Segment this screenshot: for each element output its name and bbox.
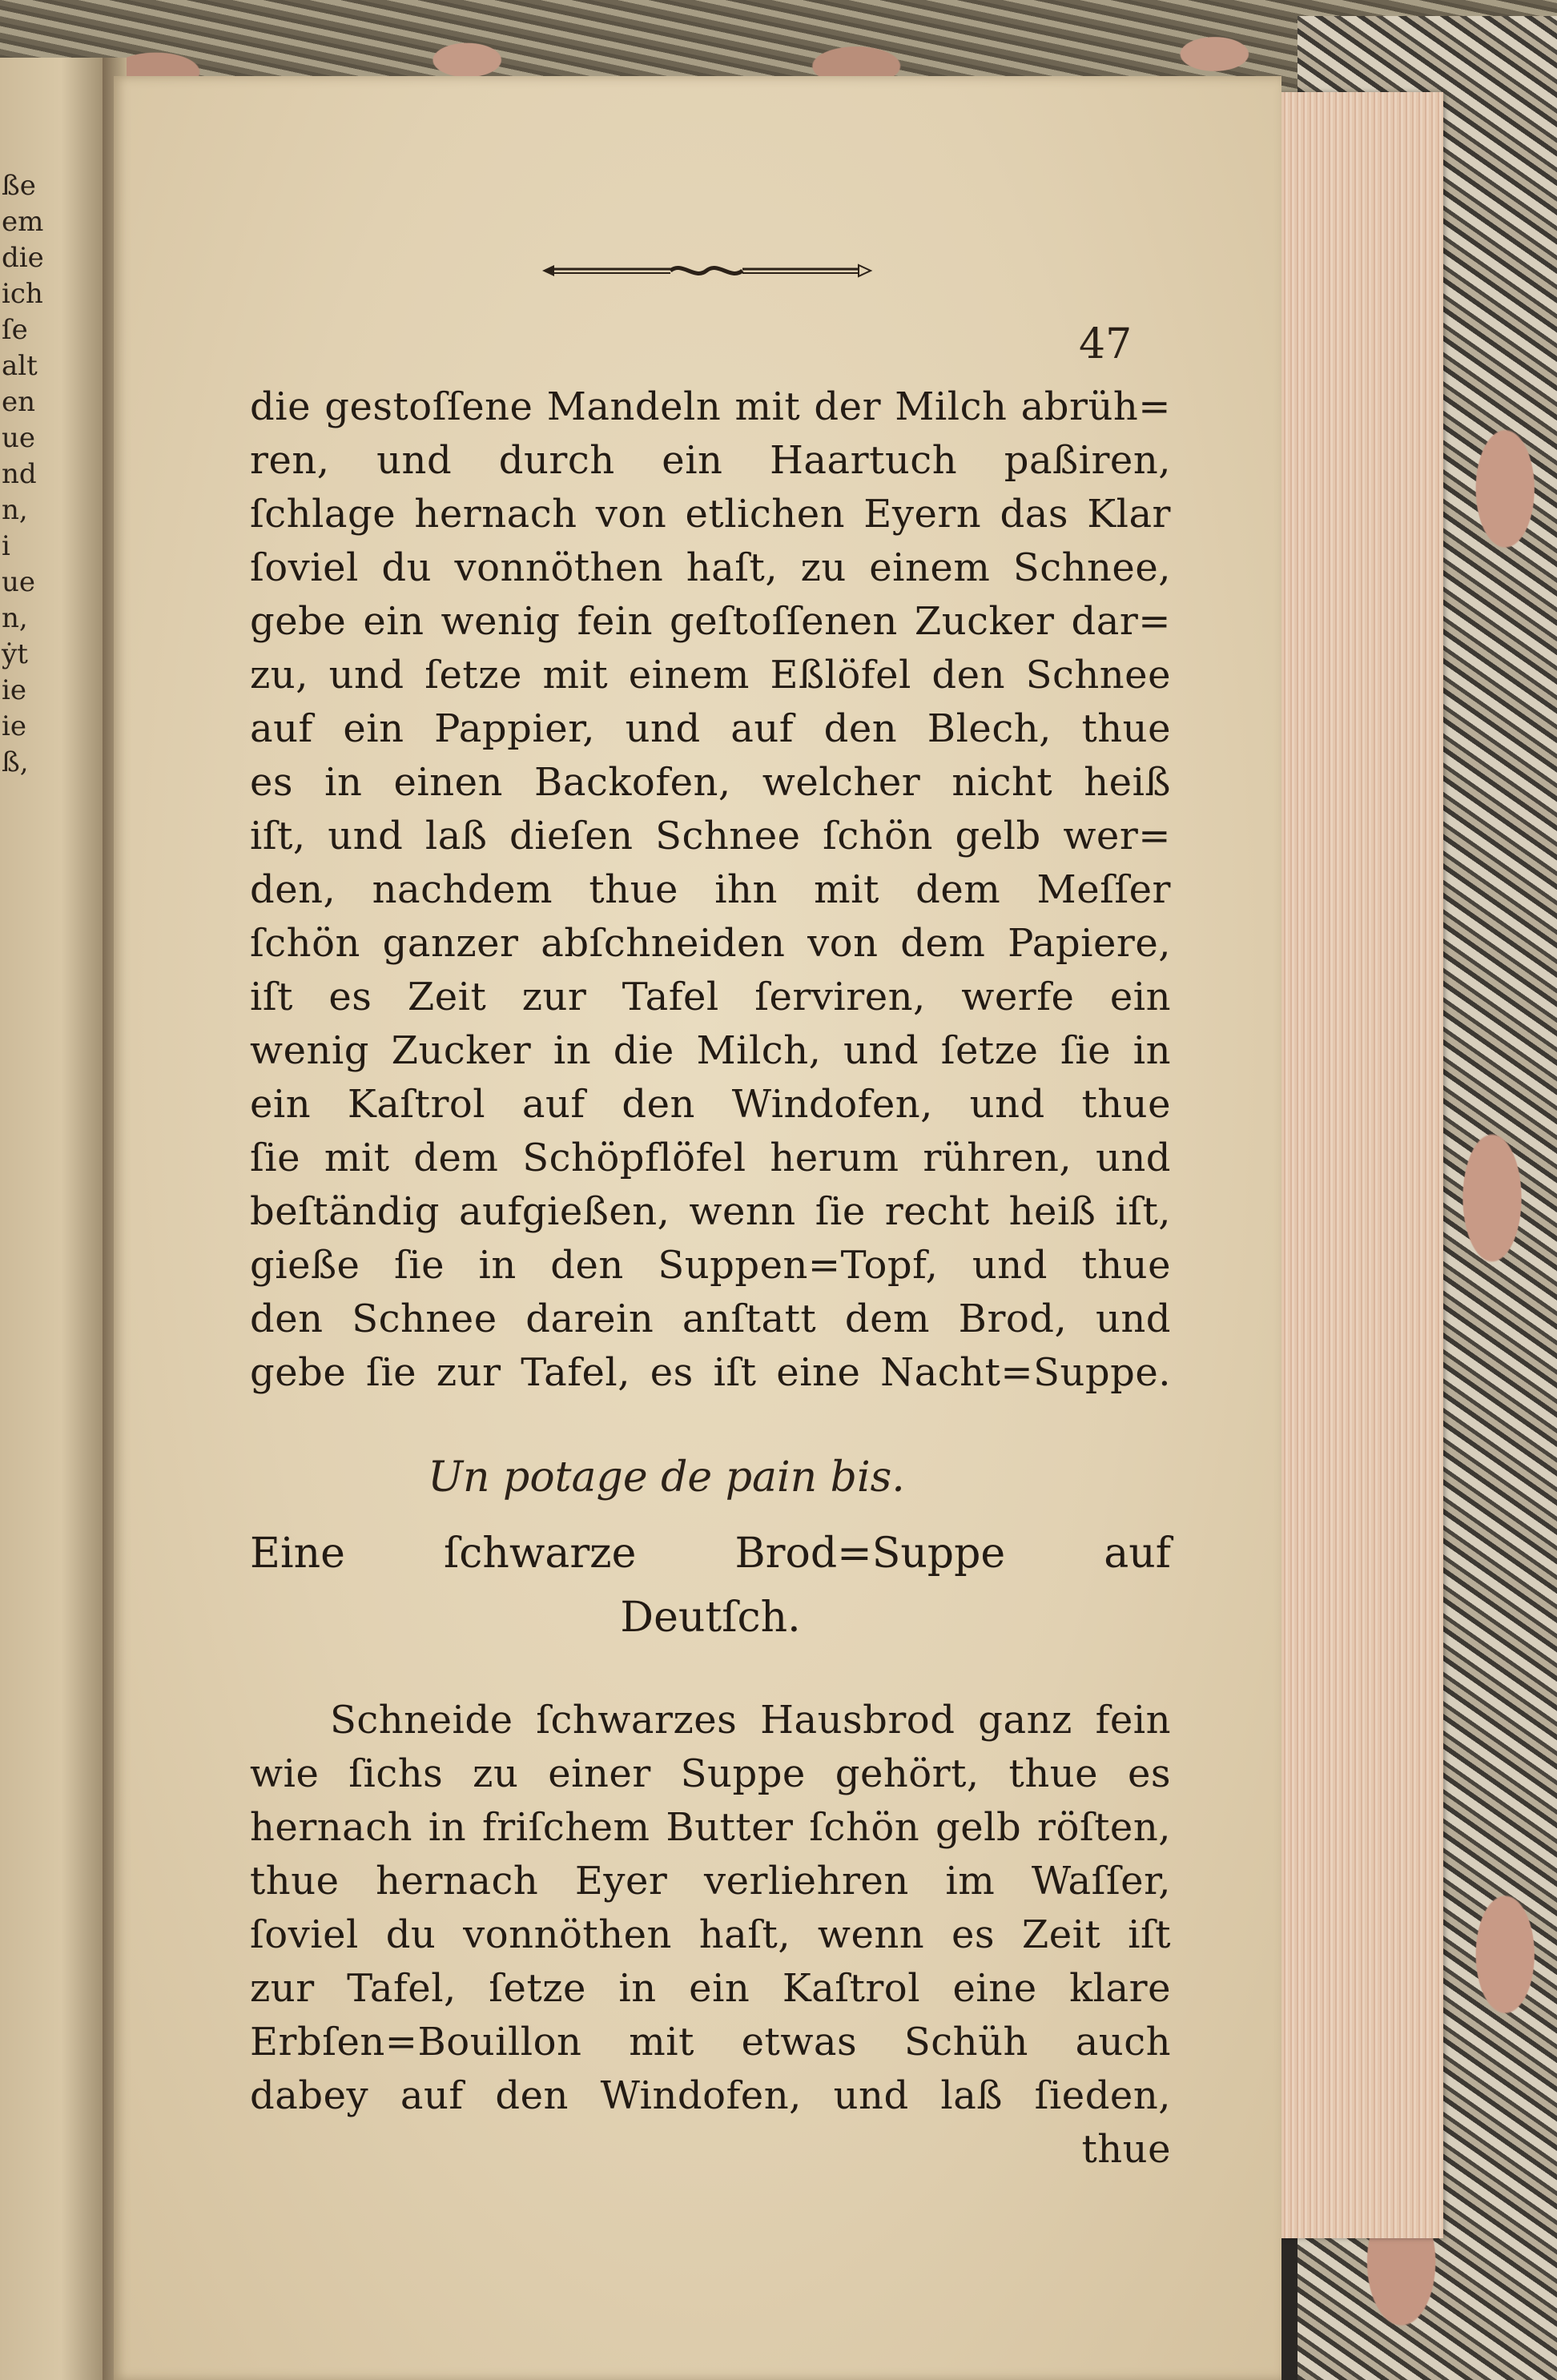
left-facing-page: [0, 58, 103, 2380]
text-line: iſt es Zeit zur Tafel ſerviren, werfe ein: [250, 975, 1171, 1019]
text-line: den, nachdem thue ihn mit dem Meſſer: [250, 867, 1171, 912]
catchword: thue: [1081, 2127, 1171, 2172]
text-line: gebe ſie zur Tafel, es iſt eine Nacht=Suppe.: [250, 1350, 1171, 1395]
text-line: wie ſichs zu einer Suppe gehört, thue es: [250, 1751, 1171, 1796]
text-line: auf ein Pappier, und auf den Blech, thue: [250, 706, 1171, 751]
text-line: dabey auf den Windofen, und laß ſieden,: [250, 2073, 1171, 2118]
recipe-german-title: Eine ſchwarze Brod=Suppe auf: [250, 1530, 1171, 1578]
text-line: Schneide ſchwarzes Hausbrod ganz fein: [330, 1698, 1171, 1743]
text-line: zu, und ſetze mit einem Eßlöfel den Schnee: [250, 653, 1171, 698]
text-line: zur Tafel, ſetze in ein Kaſtrol eine klare: [250, 1966, 1171, 2011]
text-line: beſtändig aufgießen, wenn ſie recht heiß iſt,: [250, 1189, 1171, 1234]
recipe-french-title: Un potage de pain bis.: [428, 1453, 905, 1502]
text-line: gieße ſie in den Suppen=Topf, und thue: [250, 1243, 1171, 1288]
text-line: ſie mit dem Schöpflöfel herum rühren, und: [250, 1136, 1171, 1180]
left-page-fragment: ich: [2, 278, 43, 310]
text-line: den Schnee darein anſtatt dem Brod, und: [250, 1297, 1171, 1341]
book-page: [114, 76, 1281, 2380]
left-page-fragment: ẏt: [2, 638, 28, 670]
text-line: ein Kaſtrol auf den Windofen, und thue: [250, 1082, 1171, 1127]
header-ornament: [538, 259, 875, 283]
text-line: ſchlage hernach von etlichen Eyern das Klar: [250, 492, 1171, 537]
left-page-fragment: i: [2, 530, 10, 562]
text-line: ſchön ganzer abſchneiden von dem Papiere,: [250, 921, 1171, 966]
text-line: thue hernach Eyer verliehren im Waſſer,: [250, 1859, 1171, 1904]
left-page-fragment: alt: [2, 350, 38, 382]
left-page-fragment: ß,: [2, 746, 29, 778]
text-line: ſoviel du vonnöthen haſt, zu einem Schnee,: [250, 545, 1171, 590]
recipe-text: [250, 1694, 1171, 2177]
text-line: gebe ein wenig fein geſtoſſenen Zucker dar=: [250, 599, 1171, 644]
text-line: ren, und durch ein Haartuch paßiren,: [250, 438, 1171, 483]
left-page-fragment: ße: [2, 170, 36, 202]
left-page-fragment: em: [2, 206, 44, 238]
left-page-fragment: nd: [2, 458, 37, 490]
left-page-fragment: ue: [2, 422, 36, 454]
text-line: es in einen Backofen, welcher nicht heiß: [250, 760, 1171, 805]
left-page-fragment: ie: [2, 674, 26, 706]
left-page-fragment: ſe: [2, 314, 28, 346]
text-line: ſoviel du vonnöthen haſt, wenn es Zeit iſt: [250, 1912, 1171, 1957]
text-line: hernach in friſchem Butter ſchön gelb röſten,: [250, 1805, 1171, 1850]
left-page-fragment: n,: [2, 602, 28, 634]
text-line: iſt, und laß dieſen Schnee ſchön gelb wer=: [250, 814, 1171, 858]
left-page-fragment: die: [2, 242, 44, 274]
page-number: 47: [1079, 320, 1133, 368]
left-page-fragment: n,: [2, 494, 28, 526]
left-page-fragment: en: [2, 386, 36, 418]
text-line: die gestoſſene Mandeln mit der Milch abrüh=: [250, 384, 1171, 429]
left-page-fragment: ue: [2, 566, 36, 598]
recipe-german-title-cont: Deutſch.: [620, 1594, 801, 1642]
text-line: wenig Zucker in die Milch, und ſetze ſie in: [250, 1028, 1171, 1073]
page-fore-edge: [1273, 92, 1443, 2238]
recipe-text-continued: [250, 380, 1171, 1400]
left-page-fragment: ie: [2, 710, 26, 742]
text-line: Erbſen=Bouillon mit etwas Schüh auch: [250, 2020, 1171, 2064]
